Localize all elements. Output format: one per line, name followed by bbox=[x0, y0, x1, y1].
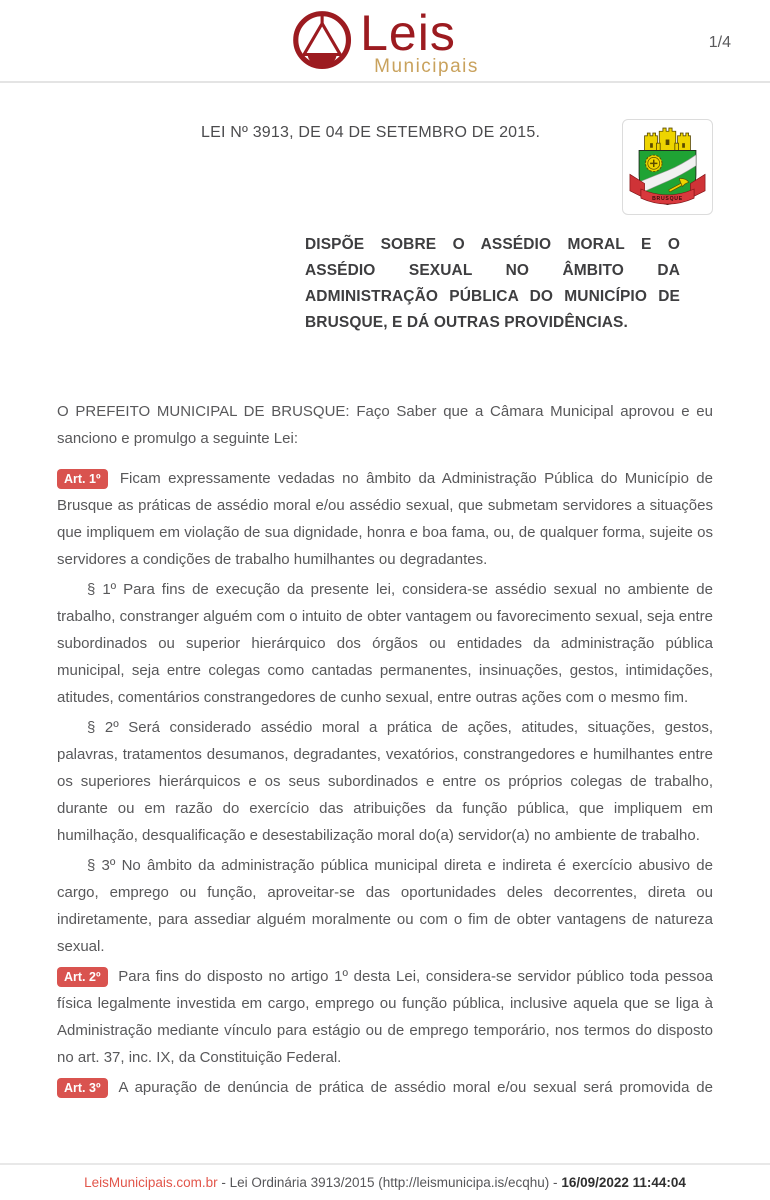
law-paragraph: § 1º Para fins de execução da presente lei, considera-se assédio sexual no ambiente de trabalho, constranger alguém com o intuito de obter vantagem ou favorecimento sexual, seja entre subordinados ou superior hierárquico dos órgãos ou entidades da administração pública municipal, seja entre colegas como cantadas permanentes, insinuações, gestos, intimidações, atitudes, comentários constrangedores de cunho sexual, entre outras ações com o mesmo fim. bbox=[57, 581, 713, 706]
logo-subtitle: Municipais bbox=[374, 56, 479, 77]
page-footer bbox=[0, 1163, 770, 1200]
coat-of-arms-label: BRUSQUE bbox=[652, 196, 683, 202]
page-header bbox=[0, 0, 770, 83]
article-badge: Art. 1º bbox=[57, 469, 108, 489]
title-row bbox=[57, 119, 713, 215]
law-paragraph: Art. 2º Para fins do disposto no artigo 1º desta Lei, considera-se servidor público toda pessoa física legalmente investida em cargo, emprego ou função pública, inclusive aquela que se liga à Administração mediante vínculo para estágio ou de emprego temporário, nos termos do disposto no art. 37, inc. IX, da Constituição Federal. bbox=[57, 968, 713, 1066]
scales-circle-logo-icon bbox=[291, 8, 353, 70]
paragraphs bbox=[57, 465, 713, 1101]
leismunicipais-footer-link[interactable]: LeisMunicipais.com.br bbox=[84, 1175, 218, 1190]
law-paragraph: § 3º No âmbito da administração pública municipal direta e indireta é exercício abusivo de cargo, emprego ou função, aproveitar-se das oportunidades deles decorrentes, direta ou indiretamente, para assediar alguém moralmente ou com o fim de obter vantagens de natureza sexual. bbox=[57, 857, 713, 955]
logo-title: Leis bbox=[360, 5, 456, 61]
law-paragraph: § 2º Será considerado assédio moral a prática de ações, atitudes, situações, gestos, palavras, tratamentos desumanos, degradantes, vexatórios, constrangedores e humilhantes entre os superiores hierárquicos e os seus subordinados e entre os próprios colegas de trabalho, durante ou em razão do exercício das atribuições da função pública, que impliquem em humilhação, desqualificação e desestabilização moral do(a) servidor(a) no ambiente de trabalho. bbox=[57, 719, 713, 844]
leis-municipais-logo bbox=[291, 5, 479, 77]
law-paragraph: Art. 1º Ficam expressamente vedadas no âmbito da Administração Pública do Município de Brusque as práticas de assédio moral e/ou assédio sexual, que submetam servidores a situações que impliquem em violação de sua dignidade, honra e boa fama, ou, de qualquer forma, sujeite os servidores a condições de trabalho humilhantes ou degradantes. bbox=[57, 470, 713, 568]
logo-text bbox=[360, 5, 479, 77]
law-paragraph: Art. 3º A apuração de denúncia de prática de assédio moral e/ou sexual será promovida de bbox=[57, 1074, 713, 1101]
footer-timestamp: 16/09/2022 11:44:04 bbox=[561, 1175, 686, 1190]
footer-reference-text: - Lei Ordinária 3913/2015 (http://leismunicipa.is/ecqhu) - bbox=[217, 1175, 562, 1190]
law-preamble: O PREFEITO MUNICIPAL DE BRUSQUE: Faço Saber que a Câmara Municipal aprovou e eu sanciono e promulgo a seguinte Lei: bbox=[57, 403, 713, 447]
page-number-indicator: 1/4 bbox=[708, 34, 731, 51]
article-badge: Art. 3º bbox=[57, 1078, 108, 1098]
document-body bbox=[0, 119, 770, 1101]
brusque-coat-of-arms-image bbox=[622, 119, 713, 215]
law-summary: DISPÕE SOBRE O ASSÉDIO MORAL E O ASSÉDIO SEXUAL NO ÂMBITO DA ADMINISTRAÇÃO PÚBLICA DO MUNICÍPIO DE BRUSQUE, E DÁ OUTRAS PROVIDÊNCIAS. bbox=[305, 236, 680, 331]
law-title: LEI Nº 3913, DE 04 DE SETEMBRO DE 2015. bbox=[201, 124, 541, 141]
article-badge: Art. 2º bbox=[57, 967, 108, 987]
